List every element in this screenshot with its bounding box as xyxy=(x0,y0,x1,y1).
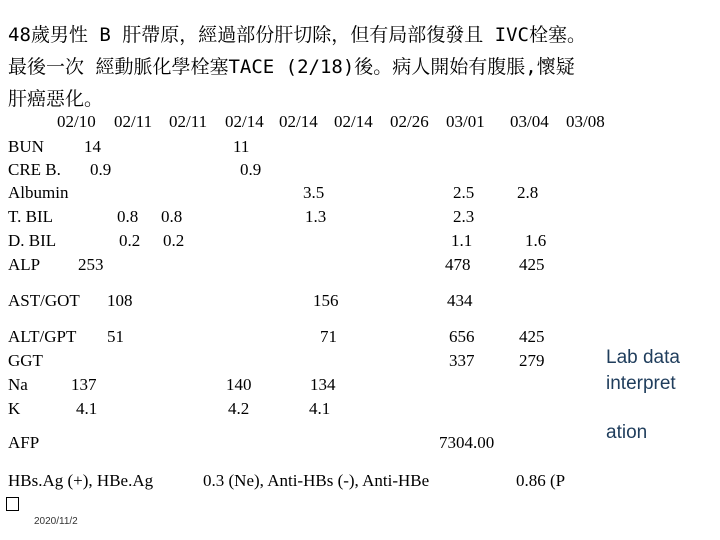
date-header: 02/14 xyxy=(225,112,264,131)
cell-value: 425 xyxy=(519,255,545,274)
cell-value: 1.1 xyxy=(451,231,473,250)
row-label-alt: ALT/GPT xyxy=(8,327,77,346)
row-label-cre: CRE B. xyxy=(8,160,61,179)
cell-value: 137 xyxy=(71,375,97,394)
cell-value: 253 xyxy=(78,255,104,274)
footer-date: 2020/11/2 xyxy=(34,516,78,527)
cell-value: 0.2 xyxy=(163,231,185,250)
row-label-tbil: T. BIL xyxy=(8,207,54,226)
cell-value: 1.3 xyxy=(305,207,327,226)
row-label-na: Na xyxy=(8,375,28,394)
date-header: 02/14 xyxy=(279,112,318,131)
row-label-k: K xyxy=(8,399,21,418)
cell-value: 0.8 xyxy=(117,207,139,226)
cell-value: 425 xyxy=(519,327,545,346)
cell-value: 0.8 xyxy=(161,207,183,226)
intro-line-2: 最後一次 經動脈化學栓塞TACE (2/18)後。病人開始有腹脹,懷疑 xyxy=(8,56,575,78)
cell-value: 0.9 xyxy=(240,160,262,179)
cell-value: 7304.00 xyxy=(439,433,495,452)
cell-value: 140 xyxy=(226,375,252,394)
date-header: 02/26 xyxy=(390,112,429,131)
cell-value: 4.1 xyxy=(76,399,98,418)
cell-value: 11 xyxy=(233,137,250,156)
date-header: 03/01 xyxy=(446,112,485,131)
side-label-line-1: Lab data xyxy=(606,347,680,368)
cell-value: 0.9 xyxy=(90,160,112,179)
row-label-dbil: D. BIL xyxy=(8,231,57,250)
side-label-line-3: ation xyxy=(606,422,648,443)
cell-value: 0.2 xyxy=(119,231,141,250)
cell-value: 3.5 xyxy=(303,183,325,202)
cell-value: 434 xyxy=(447,291,473,310)
cell-value: 4.2 xyxy=(228,399,250,418)
date-header: 02/14 xyxy=(334,112,373,131)
date-header: 02/11 xyxy=(114,112,153,131)
cell-value: 134 xyxy=(310,375,336,394)
cell-value: 478 xyxy=(445,255,471,274)
intro-line-3: 肝癌惡化。 xyxy=(8,88,104,110)
cell-value: 2.8 xyxy=(517,183,539,202)
row-label-ast: AST/GOT xyxy=(8,291,80,310)
date-header: 02/10 xyxy=(57,112,96,131)
cell-value: 71 xyxy=(320,327,337,346)
row-label-bun: BUN xyxy=(8,137,44,156)
cell-value: 656 xyxy=(449,327,475,346)
date-header: 03/08 xyxy=(566,112,605,131)
date-header: 02/11 xyxy=(169,112,208,131)
cell-value: 2.5 xyxy=(453,183,475,202)
cell-value: 337 xyxy=(449,351,475,370)
hbs-text-2: 0.3 (Ne), Anti-HBs (-), Anti-HBe xyxy=(203,471,430,490)
row-label-alp: ALP xyxy=(8,255,41,274)
cell-value: 51 xyxy=(107,327,124,346)
row-label-afp: AFP xyxy=(8,433,40,452)
intro-line-1: 48歲男性 B 肝帶原，經過部份肝切除，但有局部復發且 IVC栓塞。 xyxy=(8,24,586,46)
cell-value: 279 xyxy=(519,351,545,370)
hbs-text-1: HBs.Ag (+), HBe.Ag xyxy=(8,471,154,490)
row-label-albumin: Albumin xyxy=(8,183,69,202)
row-label-ggt: GGT xyxy=(8,351,43,370)
cell-value: 14 xyxy=(84,137,101,156)
cell-value: 1.6 xyxy=(525,231,547,250)
cell-value: 108 xyxy=(107,291,133,310)
cell-value: 4.1 xyxy=(309,399,331,418)
cell-value: 156 xyxy=(313,291,339,310)
missing-glyph-box xyxy=(6,497,19,511)
side-label-line-2: interpret xyxy=(606,373,676,394)
cell-value: 2.3 xyxy=(453,207,475,226)
date-header: 03/04 xyxy=(510,112,549,131)
hbs-text-3: 0.86 (P xyxy=(516,471,566,490)
